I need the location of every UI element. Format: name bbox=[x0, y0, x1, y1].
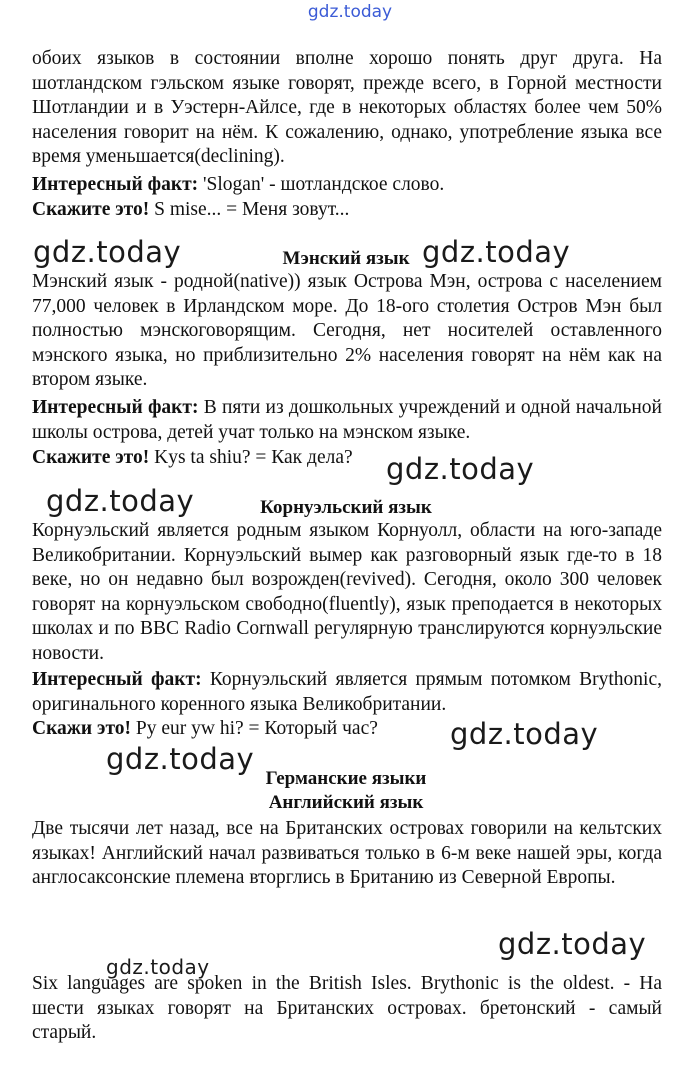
cornish-say bbox=[32, 717, 378, 742]
manx-paragraph: Мэнский язык - родной(native)) язык Острова Мэн, острова с населением 77,000 человек в Ирландском море. До 18-ого столетия Остров Мэн был полностью мэнскоговорящим. Сегодня, нет носителей оставленного мэнского языка, но приблизительно 2% населения говорят на нём как на втором языке. bbox=[32, 271, 662, 390]
cornish-paragraph: Корнуэльский является родным языком Корнуолл, области на юго-западе Великобритании. Корнуэльский вымер как разговорный язык где-то в 18 веке, но он недавно был возрожден(revived). Сегодня, около 300 человек говорят на корнуэльском свободно(fluently), язык преподается в некоторых школах и по BBC Radio Cornwall регулярную транслируются корнуэльские новости. bbox=[32, 520, 662, 664]
watermark: gdz.today bbox=[106, 742, 255, 776]
watermark: gdz.today bbox=[33, 235, 182, 269]
say-text: Py eur yw hi? = Который час? bbox=[131, 718, 378, 739]
intro-paragraph: обоих языков в состоянии вполне хорошо понять друг друга. На шотландском гэльском языке говорят, прежде всего, в Горной местности Шотландии и в Уэстерн-Айлсе, где в некоторых областях более чем 50% населения говорит на нём. К сожалению, однако, употребление языка все время уменьшается(declining). bbox=[32, 48, 662, 167]
fact-text: Корнуэльский является прямым потомком Brythonic, оригинального коренного языка Великобритании. bbox=[32, 669, 662, 715]
watermark: gdz.today bbox=[422, 235, 571, 269]
cornish-fact bbox=[32, 668, 662, 717]
manx-heading: Мэнский язык bbox=[282, 248, 410, 269]
germanic-heading: Германские языки bbox=[265, 768, 427, 789]
english-paragraph: Две тысячи лет назад, все на Британских островах говорили на кельтских языках! Английский начал развиваться только в 6-м веке нашей эры, когда англосаксонские племена вторглись в Британию из Северной Европы. bbox=[32, 818, 662, 888]
fact-text: 'Slogan' - шотландское слово. bbox=[198, 174, 445, 195]
closing-paragraph: Six languages are spoken in the British Isles. Brythonic is the oldest. - На шести языках говорят на Британских островах. бретонский - самый старый. bbox=[32, 973, 662, 1043]
intro-fact bbox=[32, 173, 444, 198]
watermark: gdz.today bbox=[386, 452, 535, 486]
say-label: Скажите это! bbox=[32, 447, 150, 468]
top-watermark: gdz.today bbox=[307, 2, 393, 22]
say-text: Kys ta shiu? = Как дела? bbox=[149, 447, 353, 468]
fact-text: В пяти из дошкольных учреждений и одной начальной школы острова, детей учат только на мэнском языке. bbox=[32, 397, 662, 443]
watermark: gdz.today bbox=[46, 484, 195, 518]
manx-say bbox=[32, 446, 353, 471]
watermark: gdz.today bbox=[450, 717, 599, 751]
manx-fact bbox=[32, 396, 662, 445]
say-text: S mise... = Меня зовут... bbox=[149, 199, 350, 220]
fact-label: Интересный факт: bbox=[32, 174, 199, 195]
intro-say bbox=[32, 198, 349, 223]
say-label: Скажи это! bbox=[32, 718, 132, 739]
say-label: Скажите это! bbox=[32, 199, 150, 220]
fact-label: Интересный факт: bbox=[32, 669, 202, 690]
watermark: gdz.today bbox=[106, 955, 210, 979]
fact-label: Интересный факт: bbox=[32, 397, 199, 418]
english-subheading: Английский язык bbox=[268, 792, 424, 813]
cornish-heading: Корнуэльский язык bbox=[260, 497, 432, 518]
watermark: gdz.today bbox=[498, 927, 647, 961]
